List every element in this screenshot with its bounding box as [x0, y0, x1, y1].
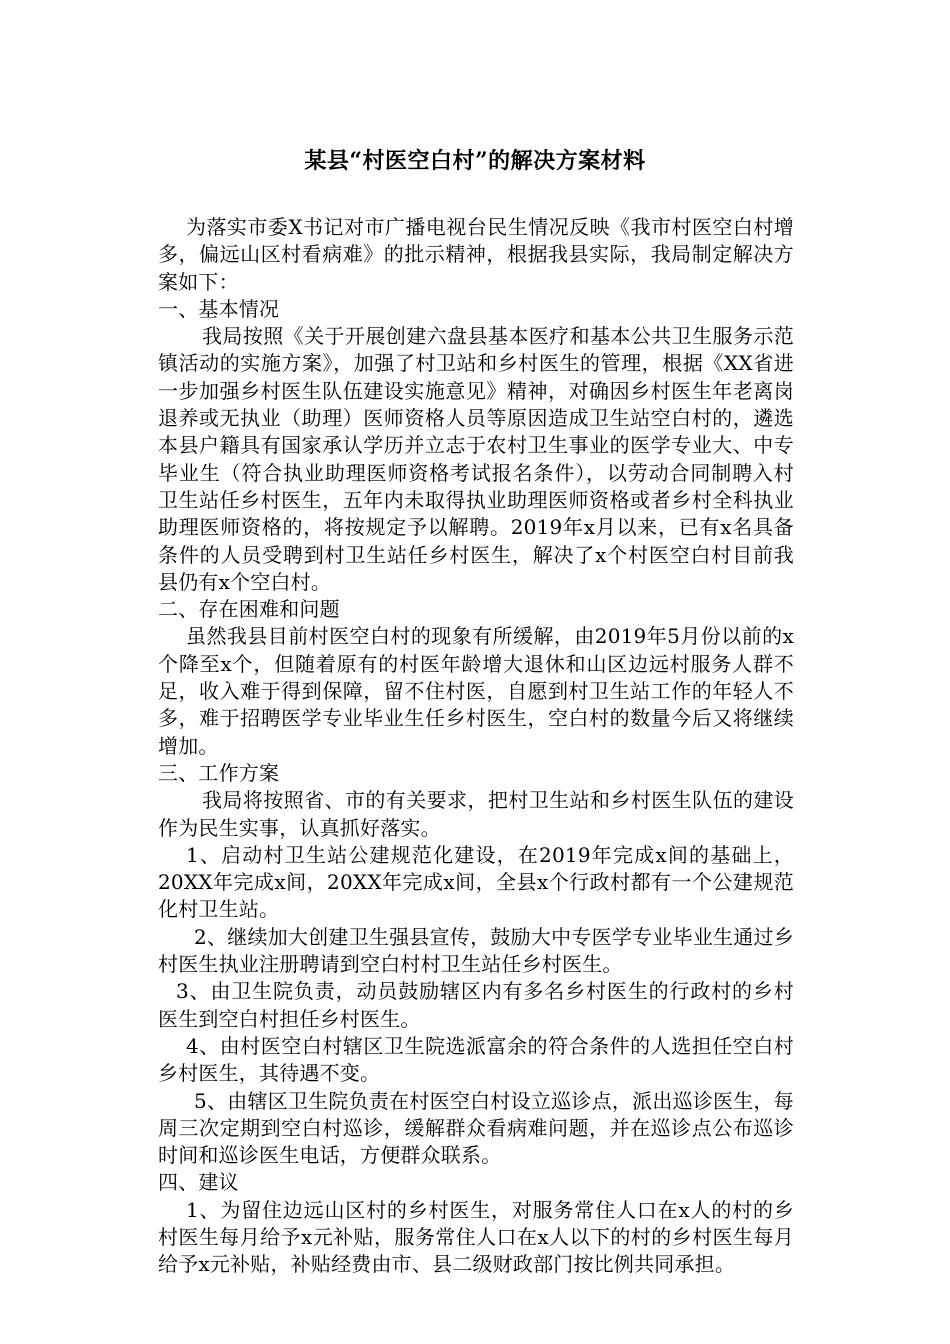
section-heading-problems: 二、存在困难和问题: [158, 597, 340, 622]
plan-item-1: 1、启动村卫生站公建规范化建设，在2019年完成x间的基础上，20XX年完成x间，20XX年完成x间，全县x个行政村都有一个公建规范化村卫生站。: [158, 842, 794, 922]
plan-item-2: 2、继续加大创建卫生强县宣传，鼓励大中专医学专业毕业生通过乡村医生执业注册聘请到空白村村卫生站任乡村医生。: [158, 924, 794, 977]
plan-intro-paragraph: 我局将按照省、市的有关要求，把村卫生站和乡村医生队伍的建设作为民生实事，认真抓好落实。: [158, 788, 794, 840]
intro-paragraph: 为落实市委X书记对市广播电视台民生情况反映《我市村医空白村增多，偏远山区村看病难》的批示精神，根据我县实际，我局制定解决方案如下：: [158, 215, 794, 294]
suggestion-item-1: 1、为留住边远山区村的乡村医生，对服务常住人口在x人的村的乡村医生每月给予x元补贴，服务常住人口在x人以下的村的乡村医生每月给予x元补贴，补贴经费由市、县二级财政部门按比例共同承担。: [158, 1197, 794, 1277]
document-title: 某县“村医空白村”的解决方案材料: [304, 148, 646, 174]
document-body: [158, 214, 794, 1279]
basic-situation-paragraph: 我局按照《关于开展创建六盘县基本医疗和基本公共卫生服务示范镇活动的实施方案》，加强了村卫站和乡村医生的管理，根据《XX省进一步加强乡村医生队伍建设实施意见》精神，对确因乡村医生年老离岗退养或无执业（助理）医师资格人员等原因造成卫生站空白村的，遴选本县户籍具有国家承认学历并立志于农村卫生事业的医学专业大、中专毕业生（符合执业助理医师资格考试报名条件），以劳动合同制聘入村卫生站任乡村医生，五年内未取得执业助理医师资格或者乡村全科执业助理医师资格的，将按规定予以解聘。2019年x月以来，已有x名具备条件的人员受聘到村卫生站任乡村医生，解决了x个村医空白村目前我县仍有x个空白村。: [158, 324, 794, 594]
section-heading-suggestions: 四、建议: [158, 1170, 239, 1195]
plan-item-3: 3、由卫生院负责，动员鼓励辖区内有多名乡村医生的行政村的乡村医生到空白村担任乡村医生。: [158, 979, 794, 1031]
problems-paragraph: 虽然我县目前村医空白村的现象有所缓解，由2019年5月份以前的x个降至x个，但随着原有的村医年龄增大退休和山区边远村服务人群不足，收入难于得到保障，留不住村医，自愿到村卫生站工作的年轻人不多，难于招聘医学专业毕业生任乡村医生，空白村的数量今后又将继续增加。: [158, 624, 794, 758]
plan-item-5: 5、由辖区卫生院负责在村医空白村设立巡诊点，派出巡诊医生，每周三次定期到空白村巡诊，缓解群众看病难问题，并在巡诊点公布巡诊时间和巡诊医生电话，方便群众联系。: [158, 1088, 794, 1168]
section-heading-basic: 一、基本情况: [158, 296, 280, 321]
section-heading-plan: 三、工作方案: [158, 760, 280, 785]
plan-item-4: 4、由村医空白村辖区卫生院选派富余的符合条件的人选担任空白村乡村医生，其待遇不变。: [158, 1033, 794, 1086]
